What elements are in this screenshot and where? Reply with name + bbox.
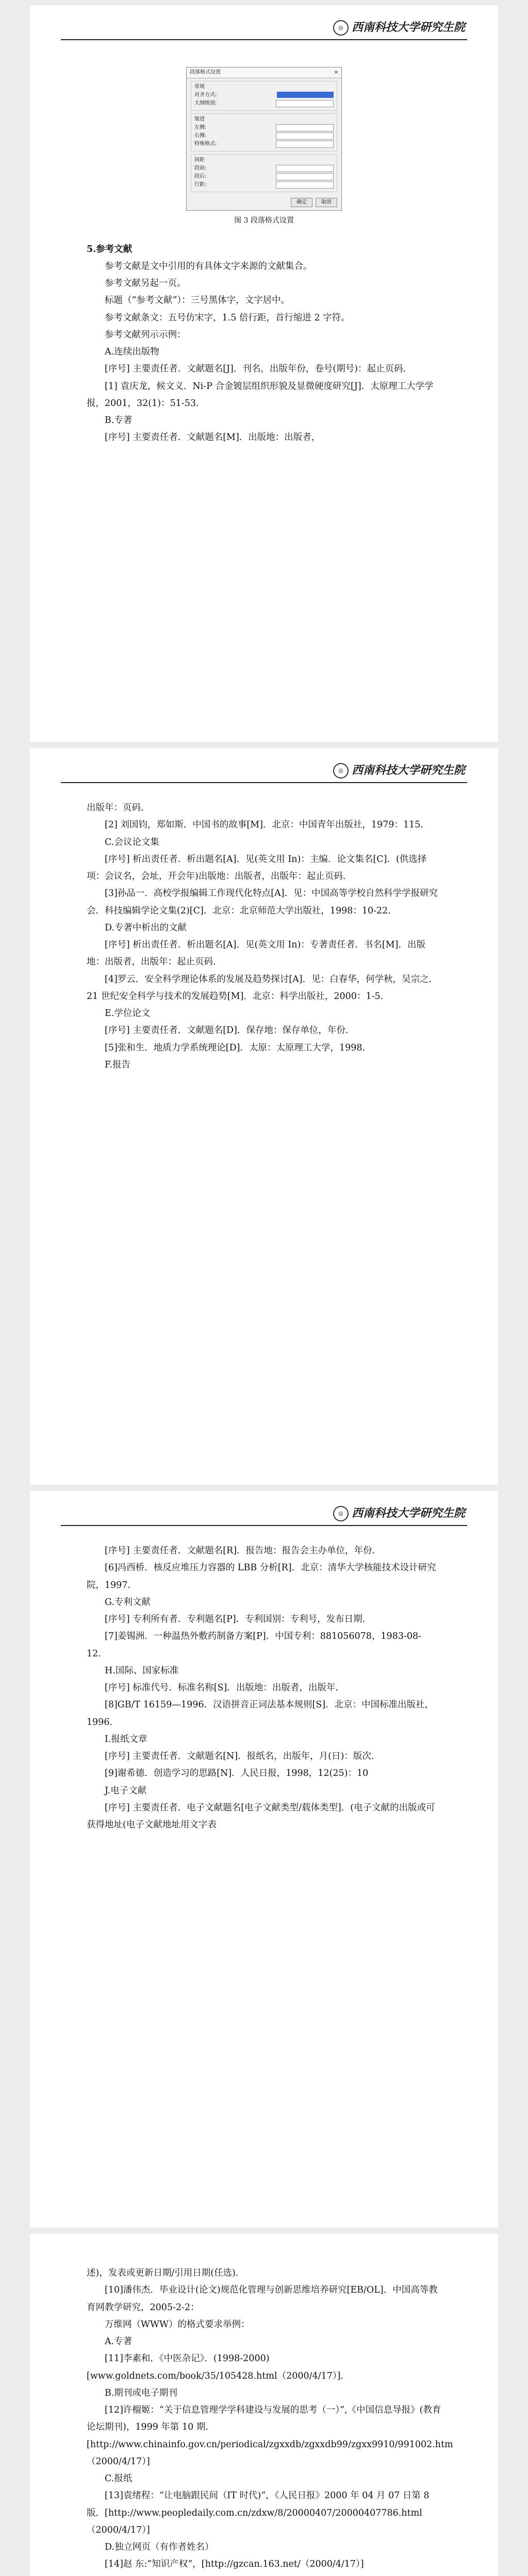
dialog-field bbox=[276, 124, 334, 131]
text-line bbox=[87, 2573, 441, 2576]
text-line: 标题（“参考文献”）：三号黑体字，文字居中。 bbox=[105, 295, 290, 306]
header-logo: ◎ 西南科技大学研究生院 bbox=[333, 19, 465, 36]
dialog-section-general bbox=[191, 81, 337, 111]
text-line: [序号] 主要责任者．文献题名[N]．报纸名，出版年，月(日)：版次． bbox=[105, 1751, 381, 1761]
dialog-field bbox=[276, 173, 334, 180]
text-line: D.专著中析出的文献 bbox=[105, 922, 187, 933]
dialog-field bbox=[276, 132, 334, 140]
text-line: [9]谢希德．创造学习的思路[N]．人民日报，1998，12(25)：10 bbox=[105, 1768, 369, 1779]
dialog-field bbox=[276, 100, 334, 107]
section-label: 间距 bbox=[194, 157, 205, 163]
text-line: [1] 袁庆龙，候文义．Ni-P 合金镀层组织形貌及显微硬度研究[J]．太原理工大学学报，2001，32(1)：51-53． bbox=[87, 381, 434, 409]
text-line: 万维网（WWW）的格式要求举例： bbox=[105, 2319, 250, 2330]
text-line: J.电子文献 bbox=[105, 1785, 147, 1796]
text-line: C.报纸 bbox=[105, 2473, 133, 2484]
text-line: A.专著 bbox=[105, 2336, 133, 2347]
page-4 bbox=[30, 2234, 498, 2576]
reference-line-with-url[interactable]: [14]赵 东:“知识产权”，[http://gzcan.163.net/（2000/4/17）] bbox=[105, 2559, 364, 2570]
text-line: H.国际、国家标准 bbox=[105, 1665, 179, 1676]
dialog-field bbox=[277, 92, 334, 98]
reference-line-with-url[interactable]: [12]许榴姬：“关于信息管理学学科建设与发展的思考（一）”,《中国信息导报》(教育论坛期刊)，1999 年第 10 期．[http://www.chinainfo.gov.cn/periodical/zgxxdb/zgxxdb99/zgxx9910/991002.htm（2000/4/17）] bbox=[87, 2405, 453, 2467]
text-line: [序号] 标准代号．标准名称[S]．出版地：出版者，出版年． bbox=[105, 1683, 344, 1693]
dialog-row-label: 特殊格式: bbox=[194, 141, 217, 147]
header-rule bbox=[61, 782, 467, 783]
text-line: [序号] 析出责任者．析出题名[A]．见(英文用 In)：主编．论文集名[C]．(供选择项：会议名，会址，开会年)出版地：出版者，出版年：起止页码． bbox=[87, 854, 427, 882]
header-logo: ◎ 西南科技大学研究生院 bbox=[333, 761, 465, 778]
text-line: D.独立网页（有作者姓名） bbox=[105, 2542, 214, 2552]
dialog-row-label: 左侧: bbox=[194, 125, 207, 130]
seal-icon: ◎ bbox=[333, 20, 349, 36]
header-logo: ◎ 西南科技大学研究生院 bbox=[333, 1504, 465, 1521]
text-line: 参考文献列示示例： bbox=[105, 329, 186, 340]
reference-line-with-url[interactable]: [11]李素和．《中医杂记》．(1998-2000)[www.goldnets.com/book/35/105428.html（2000/4/17）]． bbox=[87, 2353, 350, 2381]
header-rule bbox=[61, 1525, 467, 1526]
text-line: [序号] 主要责任者．文献题名[J]．刊名，出版年份，卷号(期号)：起止页码． bbox=[105, 364, 412, 375]
section-label: 常规 bbox=[194, 84, 205, 90]
text-line: 出版年：页码． bbox=[87, 803, 150, 813]
text-line: [4]罗云．安全科学理论体系的发展及趋势探讨[A]．见：白春华，何学秋，吴宗之．21 世纪安全科学与技术的发展趋势[M]．北京：科学出版社，2000：1-5． bbox=[87, 974, 438, 1002]
text-line: 参考文献条文：五号仿宋字，1.5 倍行距，首行缩进 2 字符。 bbox=[105, 312, 350, 323]
dialog-row-label: 右侧: bbox=[194, 133, 207, 139]
dialog-row-label: 行距: bbox=[194, 182, 207, 188]
text-line: A.连续出版物 bbox=[105, 347, 159, 358]
dialog-row-label: 段前: bbox=[194, 165, 207, 171]
dialog-section-indent bbox=[191, 113, 337, 151]
dialog-row-label: 段后: bbox=[194, 174, 207, 179]
text-line: [序号] 析出责任者．析出题名[A]．见(英文用 In)：专著责任者．书名[M]．出版地：出版者，出版年：起止页码． bbox=[87, 940, 425, 968]
page-2 bbox=[30, 748, 498, 1485]
close-icon: × bbox=[334, 70, 338, 75]
text-line: [6]冯西桥．核反应堆压力容器的 LBB 分析[R]．北京：清华大学核能技术设计研究院，1997． bbox=[87, 1563, 436, 1590]
header-rule bbox=[61, 39, 467, 40]
section-label: 缩进 bbox=[194, 116, 205, 122]
text-line: [7]姜锡洲．一种温热外敷药制备方案[P]．中国专利：881056078，1983-08-12． bbox=[87, 1631, 422, 1659]
text-line: [10]潘伟杰．毕业设计(论文)规范化管理与创新思维培养研究[EB/OL]．中国高等教育网教学研究，2005-2-2： bbox=[87, 2285, 438, 2313]
dialog-row-label: 大纲级别: bbox=[194, 100, 217, 106]
page-1 bbox=[30, 5, 498, 742]
dialog-field bbox=[276, 165, 334, 172]
text-line: 5.参考文献 bbox=[87, 244, 133, 255]
reference-line-with-url[interactable]: [13]袁绪程：“让电脑跟民间（IT 时代)”，《人民日报》2000 年 04 月 07 日第 8 版．[http://www.peopledaily.com.cn/zdxw/8/20000407/20000407786.html（2000/4/17）] bbox=[87, 2490, 430, 2535]
text-line: 参考文献是文中引用的有具体文字来源的文献集合。 bbox=[105, 261, 312, 272]
figure-caption: 图 3 段落格式设置 bbox=[234, 216, 294, 225]
text-line: [8]GB/T 16159—1996．汉语拼音正词法基本规则[S]．北京：中国标准出版社，1996． bbox=[87, 1700, 434, 1727]
text-line: [序号] 主要责任者．文献题名[M]．出版地：出版者， bbox=[105, 432, 321, 443]
text-line: [序号] 主要责任者．电子文献题名[电子文献类型/载体类型]．(电子文献的出版或可获得地址(电子文献地址用文字表 bbox=[87, 1802, 435, 1830]
text-line: E.学位论文 bbox=[105, 1008, 151, 1019]
seal-icon: ◎ bbox=[333, 763, 349, 778]
text-line: B.专著 bbox=[105, 415, 133, 426]
text-line: [5]张和生．地质力学系统理论[D]．太原：太原理工大学，1998． bbox=[105, 1042, 372, 1053]
dialog-field bbox=[276, 181, 334, 189]
paragraph-dialog-figure bbox=[186, 67, 342, 211]
text-line: [序号] 主要责任者．文献题名[R]．报告地：报告会主办单位，年份． bbox=[105, 1546, 382, 1556]
text-line: G.专利文献 bbox=[105, 1597, 151, 1607]
text-line: [3]孙品一．高校学报编辑工作现代化特点[A]．见：中国高等学校自然科学学报研究会．科技编辑学论文集(2)[C]．北京：北京师范大学出版社，1998：10-22． bbox=[87, 888, 438, 916]
cancel-button: 取消 bbox=[316, 198, 337, 207]
text-line: C.会议论文集 bbox=[105, 837, 159, 848]
page-3 bbox=[30, 1491, 498, 2228]
ok-button: 确定 bbox=[291, 198, 312, 207]
text-line: I.报纸文章 bbox=[105, 1734, 147, 1744]
text-line: B.期刊或电子期刊 bbox=[105, 2387, 177, 2398]
dialog-field bbox=[276, 141, 334, 148]
text-line: 述)，发表或更新日期/引用日期(任选)． bbox=[87, 2268, 245, 2278]
text-line: [2] 刘国钧，郑如斯．中国书的故事[M]．北京：中国青年出版社，1979：115． bbox=[105, 820, 430, 831]
text-line: [序号] 主要责任者．文献题名[D]．保存地：保存单位，年份． bbox=[105, 1025, 355, 1036]
seal-icon: ◎ bbox=[333, 1506, 349, 1521]
text-line: 参考文献另起一页。 bbox=[105, 278, 186, 289]
dialog-section-spacing bbox=[191, 154, 337, 192]
text-line: [序号] 专利所有者．专利题名[P]．专利国别：专利号，发布日期． bbox=[105, 1614, 372, 1624]
text-line: F.报告 bbox=[105, 1059, 130, 1070]
dialog-row-label: 对齐方式: bbox=[194, 92, 217, 98]
dialog-title: 段落格式设置 bbox=[190, 70, 221, 75]
